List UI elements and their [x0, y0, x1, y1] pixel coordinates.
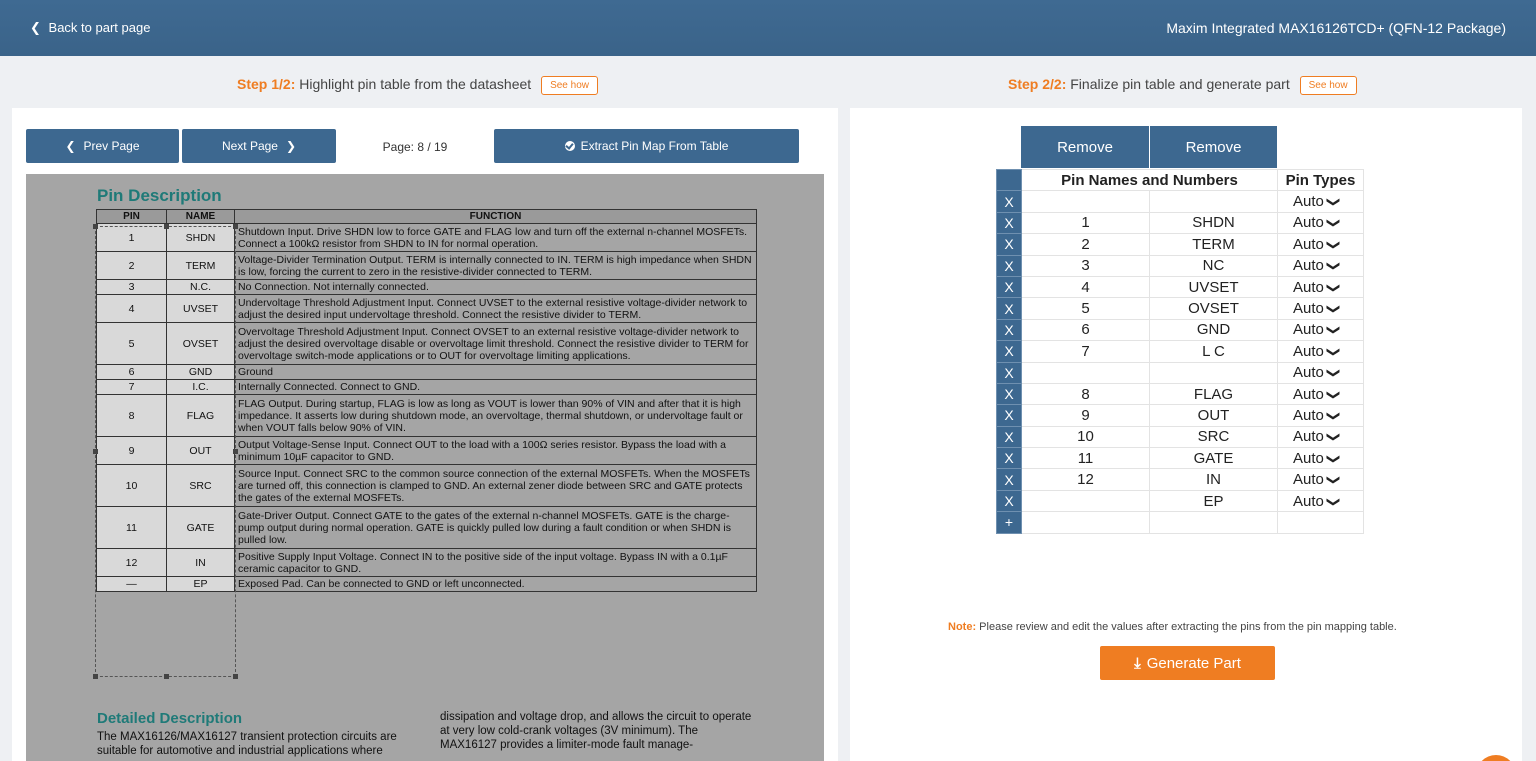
pin-map-row — [997, 212, 1364, 233]
chevron-down-icon: ❯ — [1326, 367, 1342, 379]
generate-label: Generate Part — [1146, 654, 1241, 672]
remove-row-button[interactable]: X — [997, 319, 1022, 340]
pin-number-cell[interactable]: 5 — [1022, 298, 1150, 319]
step-1-header — [237, 76, 598, 95]
chevron-down-icon: ❯ — [1326, 303, 1342, 315]
datasheet-function-cell: Shutdown Input. Drive SHDN low to force GATE and FLAG low and turn off the external n-channel MOSFETs. Connect a 100kΩ resistor from SHDN to IN for normal operation. — [235, 224, 757, 252]
review-note — [948, 621, 1397, 633]
pin-type-value: Auto — [1293, 214, 1324, 232]
pin-name-cell[interactable] — [1150, 362, 1278, 383]
pin-number-cell[interactable]: 10 — [1022, 426, 1150, 447]
chevron-left-icon: ❮ — [30, 20, 41, 35]
datasheet-function-cell: No Connection. Not internally connected. — [235, 280, 757, 295]
back-label: Back to part page — [48, 20, 151, 35]
part-title: Maxim Integrated MAX16126TCD+ (QFN-12 Package) — [1166, 20, 1506, 36]
datasheet-row — [97, 437, 757, 465]
pin-type-value: Auto — [1293, 342, 1324, 360]
header-pin-names-numbers: Pin Names and Numbers — [1022, 170, 1278, 191]
datasheet-function-cell: Overvoltage Threshold Adjustment Input. Connect OVSET to an external resistive voltage-divider network to adjust the desired overvoltage disable or overvoltage limit threshold. Connect the resistive divider to TERM for overvoltage switch-mode applications or to OUT for overvoltage limiting applications. — [235, 323, 757, 365]
pin-map-row — [997, 255, 1364, 276]
pin-name-cell[interactable]: OUT — [1150, 405, 1278, 426]
pin-map-row — [997, 276, 1364, 297]
note-text: Please review and edit the values after extracting the pins from the pin mapping table. — [979, 621, 1397, 633]
pin-name-cell[interactable]: IN — [1150, 469, 1278, 490]
page-indicator: Page: 8 / 19 — [382, 140, 448, 154]
pin-name-cell[interactable]: EP — [1150, 490, 1278, 511]
download-icon: ⤓ — [1134, 654, 1141, 672]
datasheet-name-cell: FLAG — [167, 395, 235, 437]
remove-row-button[interactable]: X — [997, 341, 1022, 362]
chevron-down-icon: ❯ — [1326, 346, 1342, 358]
pin-type-value: Auto — [1293, 428, 1324, 446]
pin-number-cell[interactable]: 7 — [1022, 341, 1150, 362]
datasheet-pin-cell: 6 — [97, 365, 167, 380]
step-2-number: Step 2/2: — [1008, 76, 1067, 93]
extract-pin-map-button[interactable] — [494, 129, 799, 163]
remove-row-button[interactable]: X — [997, 255, 1022, 276]
prev-page-button[interactable] — [26, 129, 179, 163]
remove-row-button[interactable]: X — [997, 234, 1022, 255]
pin-name-cell[interactable]: SHDN — [1150, 212, 1278, 233]
extract-label: Extract Pin Map From Table — [580, 139, 729, 153]
pin-type-value: Auto — [1293, 235, 1324, 253]
datasheet-name-cell: UVSET — [167, 295, 235, 323]
pin-map-row — [997, 362, 1364, 383]
pin-type-select[interactable] — [1278, 234, 1364, 255]
datasheet-pin-cell: — — [97, 577, 167, 592]
datasheet-name-cell: TERM — [167, 252, 235, 280]
datasheet-pin-cell: 9 — [97, 437, 167, 465]
datasheet-function-cell: Voltage-Divider Termination Output. TERM is internally connected to IN. TERM is high impedance when SHDN is low, forcing the current to zero in the resistive-divider connected to TERM. — [235, 252, 757, 280]
datasheet-pin-cell: 7 — [97, 380, 167, 395]
pin-map-row — [997, 319, 1364, 340]
pin-type-value: Auto — [1293, 321, 1324, 339]
pin-type-select[interactable] — [1278, 191, 1364, 212]
pin-map-row — [997, 426, 1364, 447]
pin-name-cell[interactable]: GATE — [1150, 448, 1278, 469]
pin-name-cell[interactable]: UVSET — [1150, 276, 1278, 297]
datasheet-pin-cell: 11 — [97, 507, 167, 549]
pin-type-value: Auto — [1293, 471, 1324, 489]
datasheet-function-cell: Exposed Pad. Can be connected to GND or left unconnected. — [235, 577, 757, 592]
pin-name-cell[interactable]: OVSET — [1150, 298, 1278, 319]
datasheet-pin-cell: 8 — [97, 395, 167, 437]
remove-row-button[interactable]: X — [997, 383, 1022, 404]
pin-type-select[interactable] — [1278, 212, 1364, 233]
pin-map-row — [997, 383, 1364, 404]
pin-type-value: Auto — [1293, 385, 1324, 403]
pin-type-select[interactable] — [1278, 490, 1364, 511]
pin-map-row — [997, 448, 1364, 469]
pin-number-cell[interactable] — [1022, 512, 1150, 533]
pin-type-value: Auto — [1293, 193, 1324, 211]
datasheet-function-cell: Source Input. Connect SRC to the common source connection of the external MOSFETs. When the MOSFETs are turned off, this connection is clamped to GND. An external zener diode between SRC and GATE protects the gates of the external MOSFETs. — [235, 465, 757, 507]
pin-map-table — [996, 169, 1364, 534]
pin-number-cell[interactable]: 8 — [1022, 383, 1150, 404]
pin-type-value: Auto — [1293, 300, 1324, 318]
prev-page-label: Prev Page — [83, 139, 140, 153]
pin-name-cell[interactable]: NC — [1150, 255, 1278, 276]
remove-row-button[interactable]: X — [997, 469, 1022, 490]
datasheet-function-cell: Output Voltage-Sense Input. Connect OUT to the load with a 100Ω series resistor. Bypass the load with a minimum 10µF capacitor to GND. — [235, 437, 757, 465]
pin-number-cell[interactable]: 6 — [1022, 319, 1150, 340]
chevron-down-icon: ❯ — [1326, 496, 1342, 507]
chevron-down-icon: ❯ — [1326, 218, 1342, 229]
next-page-button[interactable] — [182, 129, 336, 163]
remove-row-button[interactable]: X — [997, 490, 1022, 511]
remove-row-button[interactable]: X — [997, 298, 1022, 319]
pin-name-cell[interactable]: L C — [1150, 341, 1278, 362]
pin-number-cell[interactable]: 9 — [1022, 405, 1150, 426]
pin-map-row — [997, 234, 1364, 255]
datasheet-pin-cell: 3 — [97, 280, 167, 295]
pin-type-select[interactable] — [1278, 448, 1364, 469]
pin-map-row — [997, 405, 1364, 426]
datasheet-function-cell: Gate-Driver Output. Connect GATE to the gates of the external n-channel MOSFETs. GATE is the charge-pump output during normal operation. GATE is quickly pulled low during a fault condition or when SHDN is pulled low. — [235, 507, 757, 549]
pin-map-row — [997, 191, 1364, 212]
datasheet-function-cell: Positive Supply Input Voltage. Connect IN to the positive side of the input voltage. Bypass IN with a 0.1µF ceramic capacitor to GND. — [235, 549, 757, 577]
datasheet-pin-table — [96, 209, 757, 592]
datasheet-row — [97, 507, 757, 549]
resize-handle[interactable] — [164, 674, 169, 679]
pin-name-cell[interactable]: SRC — [1150, 426, 1278, 447]
datasheet-pin-cell: 1 — [97, 224, 167, 252]
chevron-down-icon: ❯ — [1326, 410, 1342, 422]
detailed-description-title: Detailed Description — [97, 710, 243, 727]
datasheet-name-cell: SRC — [167, 465, 235, 507]
remove-column-button-names[interactable]: Remove — [1150, 126, 1277, 168]
pin-type-select[interactable] — [1278, 298, 1364, 319]
chevron-down-icon: ❯ — [1326, 196, 1342, 208]
pin-type-select[interactable] — [1278, 426, 1364, 447]
datasheet-function-cell: FLAG Output. During startup, FLAG is low as long as VOUT is lower than 90% of VIN and after that it is high impedance. It asserts low during shutdown mode, an overvoltage, thermal shutdown, or undervoltage fault or when VOUT falls below 90% of VIN. — [235, 395, 757, 437]
pin-map-row — [997, 341, 1364, 362]
datasheet-pin-cell: 2 — [97, 252, 167, 280]
pin-type-value: Auto — [1293, 492, 1324, 510]
datasheet-row — [97, 323, 757, 365]
col-header-name: NAME — [167, 210, 235, 224]
pin-type-value: Auto — [1293, 278, 1324, 296]
col-header-function: FUNCTION — [235, 210, 757, 224]
pin-number-cell[interactable] — [1022, 362, 1150, 383]
pin-name-cell[interactable] — [1150, 512, 1278, 533]
col-header-pin: PIN — [97, 210, 167, 224]
chevron-down-icon: ❯ — [1326, 282, 1342, 294]
next-page-label: Next Page — [221, 139, 278, 153]
chevron-down-icon: ❯ — [1326, 389, 1342, 401]
note-label: Note: — [948, 621, 977, 633]
resize-handle[interactable] — [93, 674, 98, 679]
chevron-down-icon: ❯ — [1326, 239, 1342, 251]
datasheet-name-cell: OUT — [167, 437, 235, 465]
datasheet-row — [97, 549, 757, 577]
remove-row-button[interactable]: X — [997, 362, 1022, 383]
pin-type-cell — [1278, 512, 1364, 533]
pin-type-select[interactable] — [1278, 362, 1364, 383]
pin-number-cell[interactable] — [1022, 191, 1150, 212]
datasheet-name-cell: EP — [167, 577, 235, 592]
datasheet-name-cell: I.C. — [167, 380, 235, 395]
pin-name-cell[interactable]: GND — [1150, 319, 1278, 340]
datasheet-page[interactable] — [26, 174, 824, 761]
datasheet-pin-cell: 10 — [97, 465, 167, 507]
detailed-description-col-2: dissipation and voltage drop, and allows the circuit to operate at very low cold-crank voltages (3V minimum). The MAX16127 provides a limiter-mode fault manage- — [440, 711, 752, 751]
step-2-text: Finalize pin table and generate part — [1070, 76, 1290, 93]
pin-number-cell[interactable]: 12 — [1022, 469, 1150, 490]
pin-map-header-row — [997, 170, 1364, 191]
see-how-button-step-2[interactable]: See how — [1300, 76, 1357, 95]
remove-column-button-numbers[interactable]: Remove — [1021, 126, 1149, 168]
detailed-description-col-1: The MAX16126/MAX16127 transient protection circuits are suitable for automotive and industrial applications where — [97, 731, 397, 757]
pin-type-value: Auto — [1293, 406, 1324, 424]
remove-row-button[interactable]: X — [997, 191, 1022, 212]
pin-map-row — [997, 469, 1364, 490]
datasheet-pin-cell: 5 — [97, 323, 167, 365]
remove-row-button[interactable]: X — [997, 426, 1022, 447]
pin-name-cell[interactable] — [1150, 191, 1278, 212]
datasheet-row — [97, 577, 757, 592]
pin-number-cell[interactable] — [1022, 490, 1150, 511]
datasheet-function-cell: Undervoltage Threshold Adjustment Input. Connect UVSET to the external resistive voltage-divider network to adjust the desired input undervoltage threshold. Connect the resistive divider to TERM. — [235, 295, 757, 323]
pin-type-value: Auto — [1293, 257, 1324, 275]
datasheet-function-cell: Ground — [235, 365, 757, 380]
pin-type-select[interactable] — [1278, 405, 1364, 426]
chevron-down-icon: ❯ — [1326, 474, 1342, 486]
pin-type-select[interactable] — [1278, 469, 1364, 490]
pin-type-select[interactable] — [1278, 276, 1364, 297]
generate-part-button[interactable] — [1100, 646, 1275, 680]
datasheet-name-cell: GATE — [167, 507, 235, 549]
chevron-down-icon: ❯ — [1326, 260, 1342, 272]
datasheet-row — [97, 224, 757, 252]
pin-number-cell[interactable]: 4 — [1022, 276, 1150, 297]
pin-number-cell[interactable]: 2 — [1022, 234, 1150, 255]
header-pin-types: Pin Types — [1278, 170, 1364, 191]
pin-type-select[interactable] — [1278, 255, 1364, 276]
row-corner — [997, 170, 1022, 191]
pin-number-cell[interactable]: 11 — [1022, 448, 1150, 469]
datasheet-row — [97, 465, 757, 507]
chevron-down-icon: ❯ — [1326, 431, 1342, 443]
pin-number-cell[interactable]: 3 — [1022, 255, 1150, 276]
check-circle-icon — [565, 141, 575, 151]
pin-map-add-row — [997, 512, 1364, 533]
pin-map-row — [997, 490, 1364, 511]
step-1-number: Step 1/2: — [237, 76, 296, 93]
remove-row-button[interactable]: X — [997, 212, 1022, 233]
datasheet-name-cell: SHDN — [167, 224, 235, 252]
datasheet-pin-cell: 12 — [97, 549, 167, 577]
datasheet-row — [97, 280, 757, 295]
remove-row-button[interactable]: X — [997, 448, 1022, 469]
pin-type-value: Auto — [1293, 449, 1324, 467]
see-how-button-step-1[interactable]: See how — [541, 76, 598, 95]
chevron-left-icon: ❮ — [65, 139, 76, 153]
chevron-right-icon: ❯ — [285, 139, 297, 153]
step-1-text: Highlight pin table from the datasheet — [299, 76, 532, 93]
pin-name-cell[interactable]: FLAG — [1150, 383, 1278, 404]
datasheet-function-cell: Internally Connected. Connect to GND. — [235, 380, 757, 395]
datasheet-name-cell: IN — [167, 549, 235, 577]
datasheet-row — [97, 365, 757, 380]
datasheet-row — [97, 395, 757, 437]
pin-type-value: Auto — [1293, 364, 1324, 382]
pin-type-select[interactable] — [1278, 341, 1364, 362]
chevron-down-icon: ❯ — [1326, 453, 1342, 465]
remove-row-button[interactable]: X — [997, 276, 1022, 297]
remove-row-button[interactable]: X — [997, 405, 1022, 426]
datasheet-pin-cell: 4 — [97, 295, 167, 323]
pin-type-select[interactable] — [1278, 383, 1364, 404]
datasheet-name-cell: OVSET — [167, 323, 235, 365]
add-row-button[interactable]: + — [997, 512, 1022, 533]
resize-handle[interactable] — [233, 674, 238, 679]
chevron-down-icon: ❯ — [1326, 324, 1342, 336]
pin-number-cell[interactable]: 1 — [1022, 212, 1150, 233]
step-2-header — [1008, 76, 1357, 95]
pin-type-select[interactable] — [1278, 319, 1364, 340]
datasheet-name-cell: N.C. — [167, 280, 235, 295]
datasheet-row — [97, 380, 757, 395]
pin-map-row — [997, 298, 1364, 319]
datasheet-row — [97, 295, 757, 323]
pin-name-cell[interactable]: TERM — [1150, 234, 1278, 255]
back-to-part-link[interactable] — [30, 20, 150, 36]
top-bar — [0, 0, 1536, 56]
pin-description-title: Pin Description — [97, 186, 222, 205]
datasheet-row — [97, 252, 757, 280]
datasheet-name-cell: GND — [167, 365, 235, 380]
